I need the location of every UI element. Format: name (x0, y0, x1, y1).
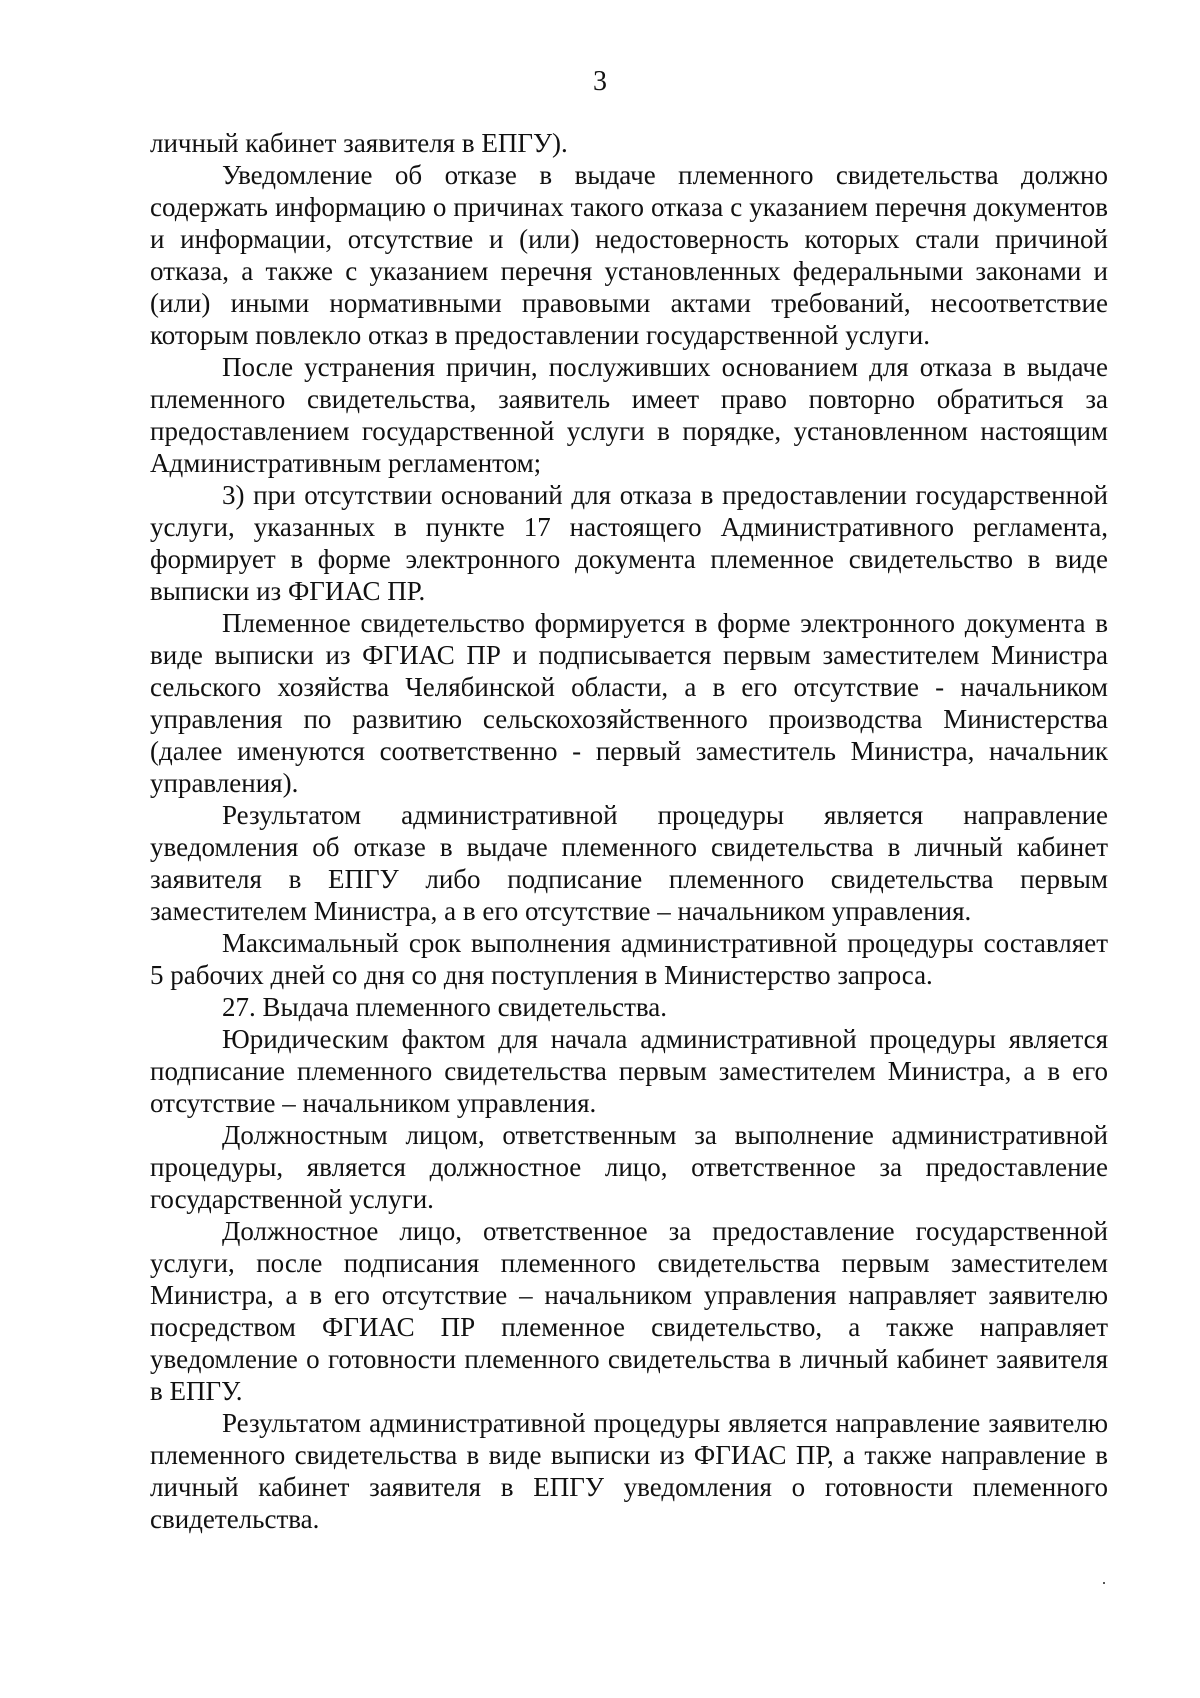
paragraph: Племенное свидетельство формируется в форме электронного документа в виде выписки из ФГИАС ПР и подписывается первым заместителем Министра сельского хозяйства Челябинской области, а в его отсутствие - начальником управления по развитию сельскохозяйственного производства Министерства (далее именуются соответственно - первый заместитель Министра, начальник управления). (150, 608, 1108, 798)
paragraph: После устранения причин, послуживших основанием для отказа в выдаче племенного свидетельства, заявитель имеет право повторно обратиться за предоставлением государственной услуги в порядке, установленном настоящим Административным регламентом; (150, 352, 1108, 478)
paragraph: Уведомление об отказе в выдаче племенного свидетельства должно содержать информацию о причинах такого отказа с указанием перечня документов и информации, отсутствие и (или) недостоверность которых стали причиной отказа, а также с указанием перечня установленных федеральными законами и (или) иными нормативными правовыми актами требований, несоответствие которым повлекло отказ в предоставлении государственной услуги. (150, 160, 1108, 350)
paragraph: личный кабинет заявителя в ЕПГУ). (150, 128, 568, 158)
paragraph: Максимальный срок выполнения административной процедуры составляет 5 рабочих дней со дня со дня поступления в Министерство запроса. (150, 928, 1108, 990)
document-body (150, 127, 1108, 1535)
paragraph: Юридическим фактом для начала административной процедуры является подписание племенного свидетельства первым заместителем Министра, а в его отсутствие – начальником управления. (150, 1024, 1108, 1118)
paragraph: Должностным лицом, ответственным за выполнение административной процедуры, является должностное лицо, ответственное за предоставление государственной услуги. (150, 1120, 1108, 1214)
paragraph: Должностное лицо, ответственное за предоставление государственной услуги, после подписания племенного свидетельства первым заместителем Министра, а в его отсутствие – начальником управления направляет заявителю посредством ФГИАС ПР племенное свидетельство, а также направляет уведомление о готовности племенного свидетельства в личный кабинет заявителя в ЕПГУ. (150, 1216, 1108, 1406)
paragraph: Результатом административной процедуры является направление заявителю племенного свидетельства в виде выписки из ФГИАС ПР, а также направление в личный кабинет заявителя в ЕПГУ уведомления о готовности племенного свидетельства. (150, 1408, 1108, 1534)
scan-speck (1103, 1582, 1105, 1584)
paragraph: Результатом административной процедуры является направление уведомления об отказе в выдаче племенного свидетельства в личный кабинет заявителя в ЕПГУ либо подписание племенного свидетельства первым заместителем Министра, а в его отсутствие – начальником управления. (150, 800, 1108, 926)
page-number: 3 (593, 66, 607, 97)
section-heading: 27. Выдача племенного свидетельства. (222, 992, 668, 1022)
paragraph: 3) при отсутствии оснований для отказа в предоставлении государственной услуги, указанных в пункте 17 настоящего Административного регламента, формирует в форме электронного документа племенное свидетельство в виде выписки из ФГИАС ПР. (150, 480, 1108, 606)
